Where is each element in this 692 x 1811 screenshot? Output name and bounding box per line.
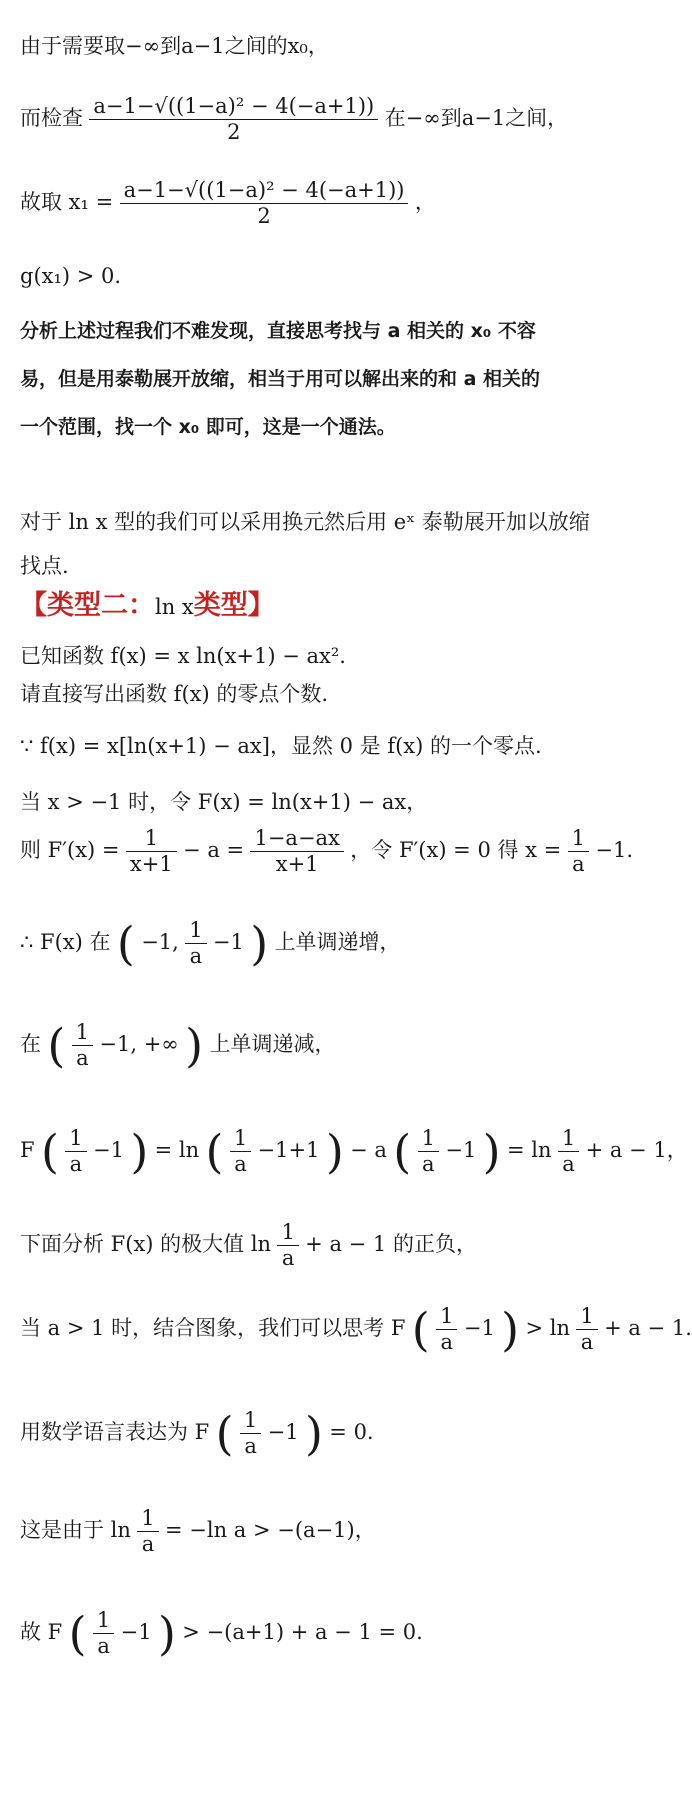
fraction — [65, 1128, 86, 1175]
text-segment: 当 a > 1 时，结合图象，我们可以思考 F — [20, 1316, 406, 1340]
text-segment: 在−∞到a−1之间， — [384, 106, 569, 130]
left-paren: ( — [215, 1406, 234, 1461]
numerator: 1 — [72, 1022, 93, 1046]
right-paren: ) — [501, 1302, 520, 1357]
numerator: 1 — [93, 1610, 114, 1634]
fraction — [120, 180, 409, 227]
text-segment: > ln — [525, 1316, 570, 1340]
text-segment: −1 — [463, 1316, 495, 1340]
left-paren: ( — [205, 1124, 224, 1179]
text-segment: −1 — [120, 1620, 152, 1644]
text-segment: −1, +∞ — [99, 1032, 179, 1056]
solution-line — [20, 916, 401, 971]
numerator: 1 — [137, 1508, 158, 1532]
fraction — [436, 1306, 457, 1353]
text-line-3 — [20, 180, 436, 227]
text-segment: 则 F′(x) = — [20, 838, 120, 862]
right-paren: ) — [130, 1124, 149, 1179]
text-segment: −1 — [267, 1420, 299, 1444]
denominator: a — [244, 1434, 257, 1458]
text-segment: 而检查 — [20, 106, 83, 130]
fraction — [240, 1410, 261, 1457]
right-paren: ) — [185, 1018, 204, 1073]
denominator: a — [141, 1532, 155, 1556]
paragraph-line: 分析上述过程我们不难发现，直接思考找与 a 相关的 x₀ 不容 — [20, 320, 536, 342]
fraction — [576, 1306, 597, 1353]
solution-line — [20, 1606, 423, 1661]
text-line-2 — [20, 96, 568, 143]
text-segment: − a = — [183, 838, 245, 862]
text-segment: ， — [414, 190, 436, 214]
denominator: a — [562, 1152, 575, 1176]
solution-line — [20, 1124, 688, 1179]
text-segment: 这是由于 ln — [20, 1518, 131, 1542]
text-segment: + a − 1 的正负， — [305, 1232, 477, 1256]
fraction — [126, 828, 177, 875]
denominator: a — [440, 1330, 454, 1354]
fraction — [93, 1610, 114, 1657]
solution-line: 当 x > −1 时，令 F(x) = ln(x+1) − ax， — [20, 790, 428, 814]
text-segment: = ln — [154, 1138, 200, 1162]
text-segment: 故 F — [20, 1620, 63, 1644]
numerator: 1 — [576, 1306, 597, 1330]
right-paren: ) — [250, 916, 269, 971]
denominator: a — [281, 1246, 295, 1270]
fraction — [250, 828, 343, 875]
solution-line — [20, 1018, 336, 1073]
paragraph-line: 一个范围，找一个 x₀ 即可，这是一个通法。 — [20, 416, 396, 438]
section-heading — [20, 592, 275, 619]
numerator: 1 — [185, 920, 206, 944]
right-paren: ) — [304, 1406, 323, 1461]
numerator: 1 — [568, 828, 589, 852]
heading-close: 类型】 — [193, 590, 275, 621]
fraction — [558, 1128, 579, 1175]
fraction — [568, 828, 589, 875]
fraction — [89, 96, 378, 143]
numerator: 1 — [65, 1128, 86, 1152]
numerator: 1 — [277, 1222, 298, 1246]
text-segment: 下面分析 F(x) 的极大值 ln — [20, 1232, 272, 1256]
denominator: x+1 — [129, 852, 173, 876]
problem-line: 已知函数 f(x) = x ln(x+1) − ax². — [20, 644, 346, 668]
paragraph-line: 易，但是用泰勒展开放缩，相当于用可以解出来的和 a 相关的 — [20, 368, 541, 390]
fraction — [418, 1128, 439, 1175]
left-paren: ( — [393, 1124, 412, 1179]
solution-line — [20, 1222, 477, 1269]
left-paren: ( — [68, 1606, 87, 1661]
denominator: a — [76, 1046, 89, 1070]
numerator: 1 — [230, 1128, 251, 1152]
numerator: 1−a−ax — [250, 828, 343, 852]
fraction — [277, 1222, 298, 1269]
heading-open: 【类型二： — [20, 590, 155, 621]
denominator: a — [69, 1152, 83, 1176]
denominator: a — [422, 1152, 435, 1176]
text-segment: + a − 1. — [604, 1316, 692, 1340]
text-segment: ∴ F(x) 在 — [20, 930, 111, 954]
denominator: a — [580, 1330, 594, 1354]
right-paren: ) — [325, 1124, 344, 1179]
fraction — [230, 1128, 251, 1175]
right-paren: ) — [157, 1606, 176, 1661]
numerator: a−1−√((1−a)² − 4(−a+1)) — [120, 180, 409, 204]
text-segment: = −ln a > −(a−1)， — [165, 1518, 376, 1542]
fraction — [72, 1022, 93, 1069]
text-segment: F — [20, 1138, 35, 1162]
denominator: 2 — [227, 120, 241, 144]
text-segment: + a − 1， — [585, 1138, 688, 1162]
text-segment: −1+1 — [257, 1138, 320, 1162]
text-line-4: g(x₁) > 0. — [20, 264, 122, 288]
text-segment: −1. — [595, 838, 634, 862]
text-segment: −1 — [92, 1138, 124, 1162]
text-segment: −1 — [212, 930, 244, 954]
denominator: x+1 — [275, 852, 319, 876]
paragraph-line: 对于 ln x 型的我们可以采用换元然后用 eˣ 泰勒展开加以放缩 — [20, 510, 590, 534]
denominator: a — [189, 944, 203, 968]
left-paren: ( — [40, 1124, 59, 1179]
text-segment: = ln — [506, 1138, 552, 1162]
problem-line: 请直接写出函数 f(x) 的零点个数. — [20, 682, 329, 706]
denominator: a — [572, 852, 585, 876]
denominator: a — [234, 1152, 247, 1176]
solution-line: ∵ f(x) = x[ln(x+1) − ax]，显然 0 是 f(x) 的一个零点. — [20, 734, 542, 758]
solution-line — [20, 1302, 692, 1357]
text-segment: 上单调递减， — [209, 1032, 336, 1056]
text-segment: 上单调递增， — [274, 930, 401, 954]
text-segment: ，令 F′(x) = 0 得 x = — [350, 838, 562, 862]
solution-line — [20, 828, 633, 875]
fraction — [185, 920, 206, 967]
text-segment: −1 — [445, 1138, 477, 1162]
solution-line — [20, 1508, 376, 1555]
right-paren: ) — [482, 1124, 501, 1179]
left-paren: ( — [116, 916, 135, 971]
left-paren: ( — [47, 1018, 66, 1073]
numerator: 1 — [436, 1306, 457, 1330]
denominator: 2 — [257, 204, 271, 228]
left-paren: ( — [411, 1302, 430, 1357]
paragraph-line: 找点. — [20, 554, 69, 578]
denominator: a — [97, 1634, 110, 1658]
numerator: 1 — [558, 1128, 579, 1152]
numerator: 1 — [126, 828, 177, 852]
numerator: a−1−√((1−a)² − 4(−a+1)) — [89, 96, 378, 120]
text-segment: 故取 x₁ = — [20, 190, 114, 214]
text-segment: = 0. — [329, 1420, 374, 1444]
text-segment: −1, — [141, 930, 179, 954]
numerator: 1 — [418, 1128, 439, 1152]
numerator: 1 — [240, 1410, 261, 1434]
solution-line — [20, 1406, 374, 1461]
fraction — [137, 1508, 158, 1555]
heading-math: ln x — [155, 595, 194, 619]
text-segment: 在 — [20, 1032, 41, 1056]
text-segment: 用数学语言表达为 F — [20, 1420, 210, 1444]
text-line-1: 由于需要取−∞到a−1之间的x₀， — [20, 34, 329, 58]
text-segment: > −(a+1) + a − 1 = 0. — [182, 1620, 423, 1644]
text-segment: − a — [350, 1138, 387, 1162]
